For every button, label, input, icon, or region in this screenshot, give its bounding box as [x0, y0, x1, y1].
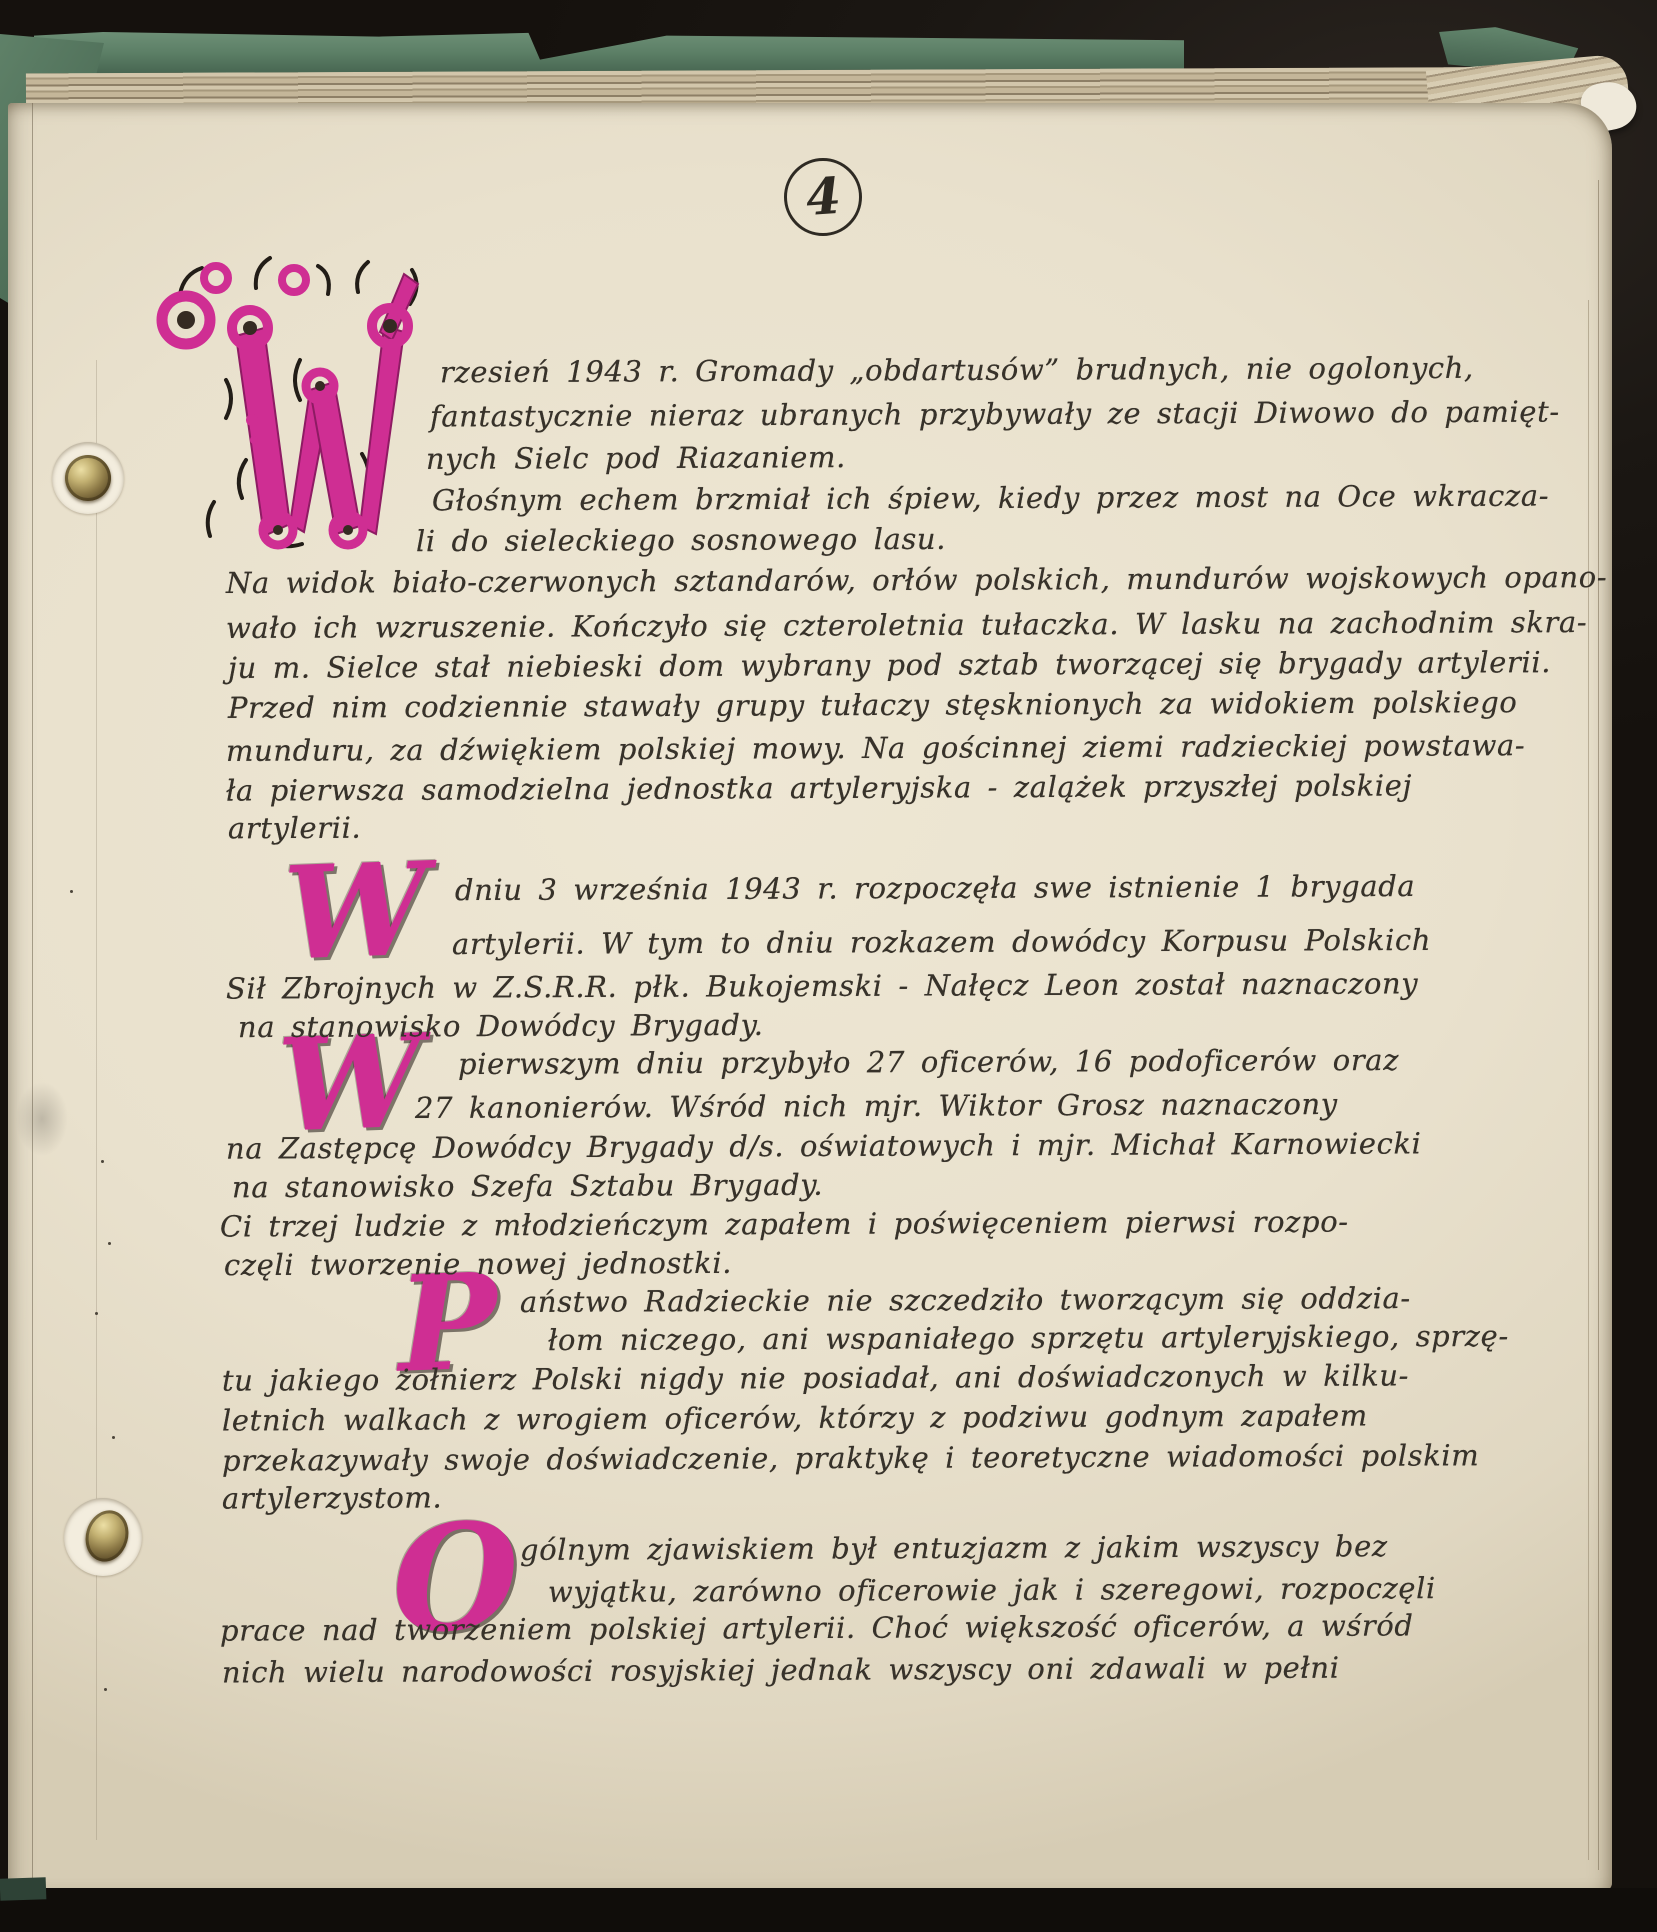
handwritten-line: wyjątku, zarówno oficerowie jak i szeregowi, rozpoczęli: [547, 1571, 1436, 1609]
page-crease-faint: [96, 360, 97, 1840]
ink-speck: [101, 1160, 104, 1163]
handwritten-line: 27 kanonierów. Wśród nich mjr. Wiktor Grosz naznaczony: [414, 1086, 1338, 1126]
pencil-smudge: [16, 1082, 68, 1156]
handwritten-line: Głośnym echem brzmiał ich śpiew, kiedy przez most na Oce wkracza-: [431, 478, 1550, 518]
handwritten-line: artylerii.: [227, 810, 362, 846]
cover-sliver-bottom: [0, 1877, 46, 1901]
handwritten-line: na stanowisko Dowódcy Brygady.: [237, 1007, 764, 1045]
handwritten-line: aństwo Radzieckie nie szczedziło tworzącym się oddzia-: [519, 1281, 1411, 1319]
scan-background-bottom: [0, 1888, 1657, 1932]
initial-W-2: W: [281, 834, 431, 990]
handwritten-line: pierwszym dniu przybyło 27 oficerów, 16 podoficerów oraz: [457, 1042, 1400, 1082]
handwritten-line: gólnym zjawiskiem był entuzjazm z jakim wszyscy bez: [519, 1529, 1388, 1567]
page-crease: [32, 103, 33, 1891]
ink-speck: [104, 1688, 107, 1691]
binder-eyelet-top: [65, 455, 111, 501]
ink-speck: [70, 890, 73, 893]
handwritten-line: na stanowisko Szefa Sztabu Brygady.: [231, 1167, 824, 1205]
handwritten-line: artylerii. W tym to dniu rozkazem dowódcy Korpusu Polskich: [451, 922, 1432, 962]
initial-P: P: [395, 1244, 500, 1403]
handwritten-line: li do sieleckiego sosnowego lasu.: [415, 521, 947, 559]
handwritten-line: ła pierwsza samodzielna jednostka artyleryjska - zalążek przyszłej polskiej: [225, 768, 1413, 808]
page-edge-line: [1588, 300, 1589, 1860]
ink-speck: [95, 1312, 98, 1315]
initial-O: O: [389, 1490, 523, 1667]
handwritten-line: nich wielu narodowości rosyjskiej jednak wszyscy oni zdawali w pełni: [221, 1650, 1340, 1690]
handwritten-line: wało ich wzruszenie. Kończyło się czteroletnia tułaczka. W lasku na zachodnim skra-: [225, 605, 1588, 645]
handwritten-line: na Zastępcę Dowódcy Brygady d/s. oświatowych i mjr. Michał Karnowiecki: [225, 1126, 1422, 1166]
handwritten-line: artylerzystom.: [221, 1480, 443, 1516]
handwritten-line: prace nad tworzeniem polskiej artylerii. Choć większość oficerów, a wśród: [219, 1608, 1414, 1648]
handwritten-line: ju m. Sielce stał niebieski dom wybrany pod sztab tworzącej się brygady artylerii.: [227, 645, 1552, 685]
ink-speck: [112, 1436, 115, 1439]
handwritten-line: dniu 3 września 1943 r. rozpoczęła swe istnienie 1 brygada: [454, 868, 1416, 908]
ink-speck: [108, 1242, 111, 1245]
handwritten-line: fantastycznie nieraz ubranych przybywały ze stacji Diwowo do pamięt-: [429, 394, 1560, 434]
handwritten-line: łom niczego, ani wspaniałego sprzętu artyleryjskiego, sprzę-: [547, 1318, 1509, 1358]
handwritten-line: munduru, za dźwiękiem polskiej mowy. Na gościnnej ziemi radzieckiej powstawa-: [225, 728, 1526, 768]
handwritten-line: Przed nim codziennie stawały grupy tułaczy stęsknionych za widokiem polskiego: [227, 685, 1518, 725]
handwritten-line: częli tworzenie nowej jednostki.: [223, 1245, 733, 1283]
handwritten-line: Na widok biało-czerwonych sztandarów, orłów polskich, mundurów wojskowych opano-: [225, 559, 1608, 601]
page-edge-line: [1598, 180, 1599, 1870]
handwritten-line: letnich walkach z wrogiem oficerów, którzy z podziwu godnym zapałem: [221, 1398, 1368, 1438]
handwritten-line: rzesień 1943 r. Gromady „obdartusów” brudnych, nie ogolonych,: [439, 350, 1474, 390]
handwritten-line: nych Sielc pod Riazaniem.: [425, 440, 846, 476]
handwritten-line: przekazywały swoje doświadczenie, praktykę i teoretyczne wiadomości polskim: [221, 1438, 1480, 1478]
page-number: 4: [803, 165, 843, 228]
handwritten-line: Sił Zbrojnych w Z.S.R.R. płk. Bukojemski - Nałęcz Leon został naznaczony: [225, 966, 1419, 1006]
initial-W-3: W: [275, 1006, 425, 1162]
ornate-initial-W-icon: [150, 240, 425, 570]
handwritten-line: Ci trzej ludzie z młodzieńczym zapałem i poświęceniem pierwsi rozpo-: [219, 1204, 1349, 1244]
page-number-badge: [784, 158, 862, 236]
handwritten-line: tu jakiego żołnierz Polski nigdy nie posiadał, ani doświadczonych w kilku-: [221, 1358, 1410, 1398]
